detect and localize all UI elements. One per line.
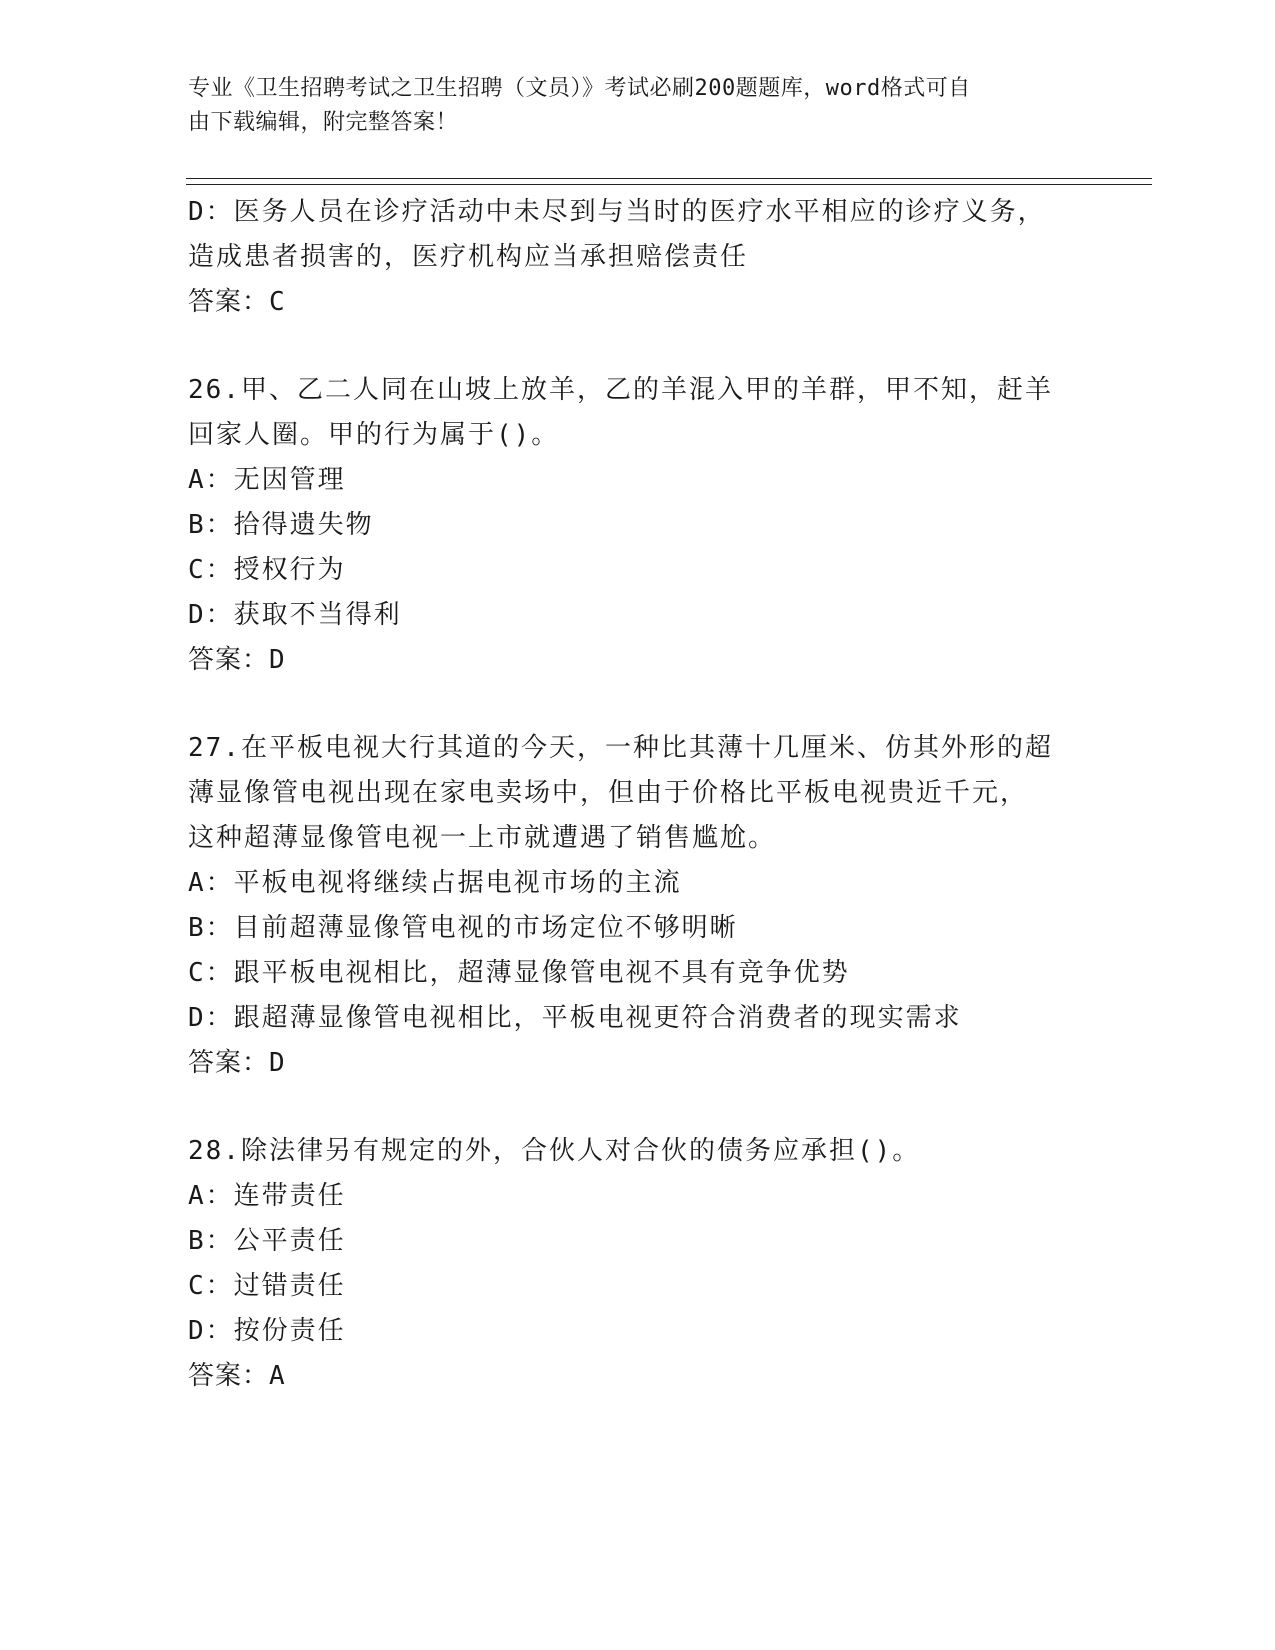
answer-label: 答案： xyxy=(188,287,270,317)
answer-line xyxy=(188,1041,1088,1086)
question-stem: 28.除法律另有规定的外，合伙人对合伙的债务应承担()。 xyxy=(188,1136,921,1166)
answer-value: A xyxy=(269,1361,285,1391)
question-stem: 26.甲、乙二人同在山坡上放羊，乙的羊混入甲的羊群，甲不知，赶羊 xyxy=(188,375,1053,405)
option-c: C：过错责任 xyxy=(188,1271,346,1301)
answer-label: 答案： xyxy=(188,1361,270,1391)
header-rule-top xyxy=(186,178,1152,179)
question-stem: 27.在平板电视大行其道的今天，一种比其薄十几厘米、仿其外形的超 xyxy=(188,733,1053,763)
header-line-2: 由下载编辑，附完整答案！ xyxy=(188,110,459,135)
option-d: D：跟超薄显像管电视相比，平板电视更符合消费者的现实需求 xyxy=(188,1003,962,1033)
option-b: B：公平责任 xyxy=(188,1226,346,1256)
option-b: B：拾得遗失物 xyxy=(188,510,374,540)
option-d: D：获取不当得利 xyxy=(188,600,402,630)
answer-value: D xyxy=(269,1048,285,1078)
option-d: D：按份责任 xyxy=(188,1316,346,1346)
answer-line xyxy=(188,1354,1088,1399)
answer-label: 答案： xyxy=(188,1048,270,1078)
question-27 xyxy=(188,726,1088,1086)
option-d: D：医务人员在诊疗活动中未尽到与当时的医疗水平相应的诊疗义务， xyxy=(188,197,1046,227)
question-stem-continued: 薄显像管电视出现在家电卖场中，但由于价格比平板电视贵近千元， xyxy=(188,778,1029,808)
question-26 xyxy=(188,368,1088,683)
option-c: C：跟平板电视相比，超薄显像管电视不具有竞争优势 xyxy=(188,958,850,988)
option-b: B：目前超薄显像管电视的市场定位不够明晰 xyxy=(188,913,738,943)
answer-value: D xyxy=(269,645,285,675)
question-28 xyxy=(188,1129,1088,1399)
answer-value: C xyxy=(269,287,285,317)
question-stem-continued: 回家人圈。甲的行为属于()。 xyxy=(188,420,560,450)
answer-line xyxy=(188,638,1088,683)
answer-label: 答案： xyxy=(188,645,270,675)
option-a: A：平板电视将继续占据电视市场的主流 xyxy=(188,868,682,898)
option-c: C：授权行为 xyxy=(188,555,346,585)
document-header xyxy=(188,72,1068,140)
header-rule-bottom xyxy=(186,184,1152,185)
document-body xyxy=(188,190,1088,1399)
header-line-1: 专业《卫生招聘考试之卫生招聘（文员）》考试必刷200题题库，word格式可自 xyxy=(188,76,971,101)
question-stem-continued: 这种超薄显像管电视一上市就遭遇了销售尴尬。 xyxy=(188,823,777,853)
question-25-tail xyxy=(188,190,1088,325)
option-a: A：连带责任 xyxy=(188,1181,346,1211)
option-a: A：无因管理 xyxy=(188,465,346,495)
answer-line xyxy=(188,280,1088,325)
option-d-continued: 造成患者损害的，医疗机构应当承担赔偿责任 xyxy=(188,242,749,272)
